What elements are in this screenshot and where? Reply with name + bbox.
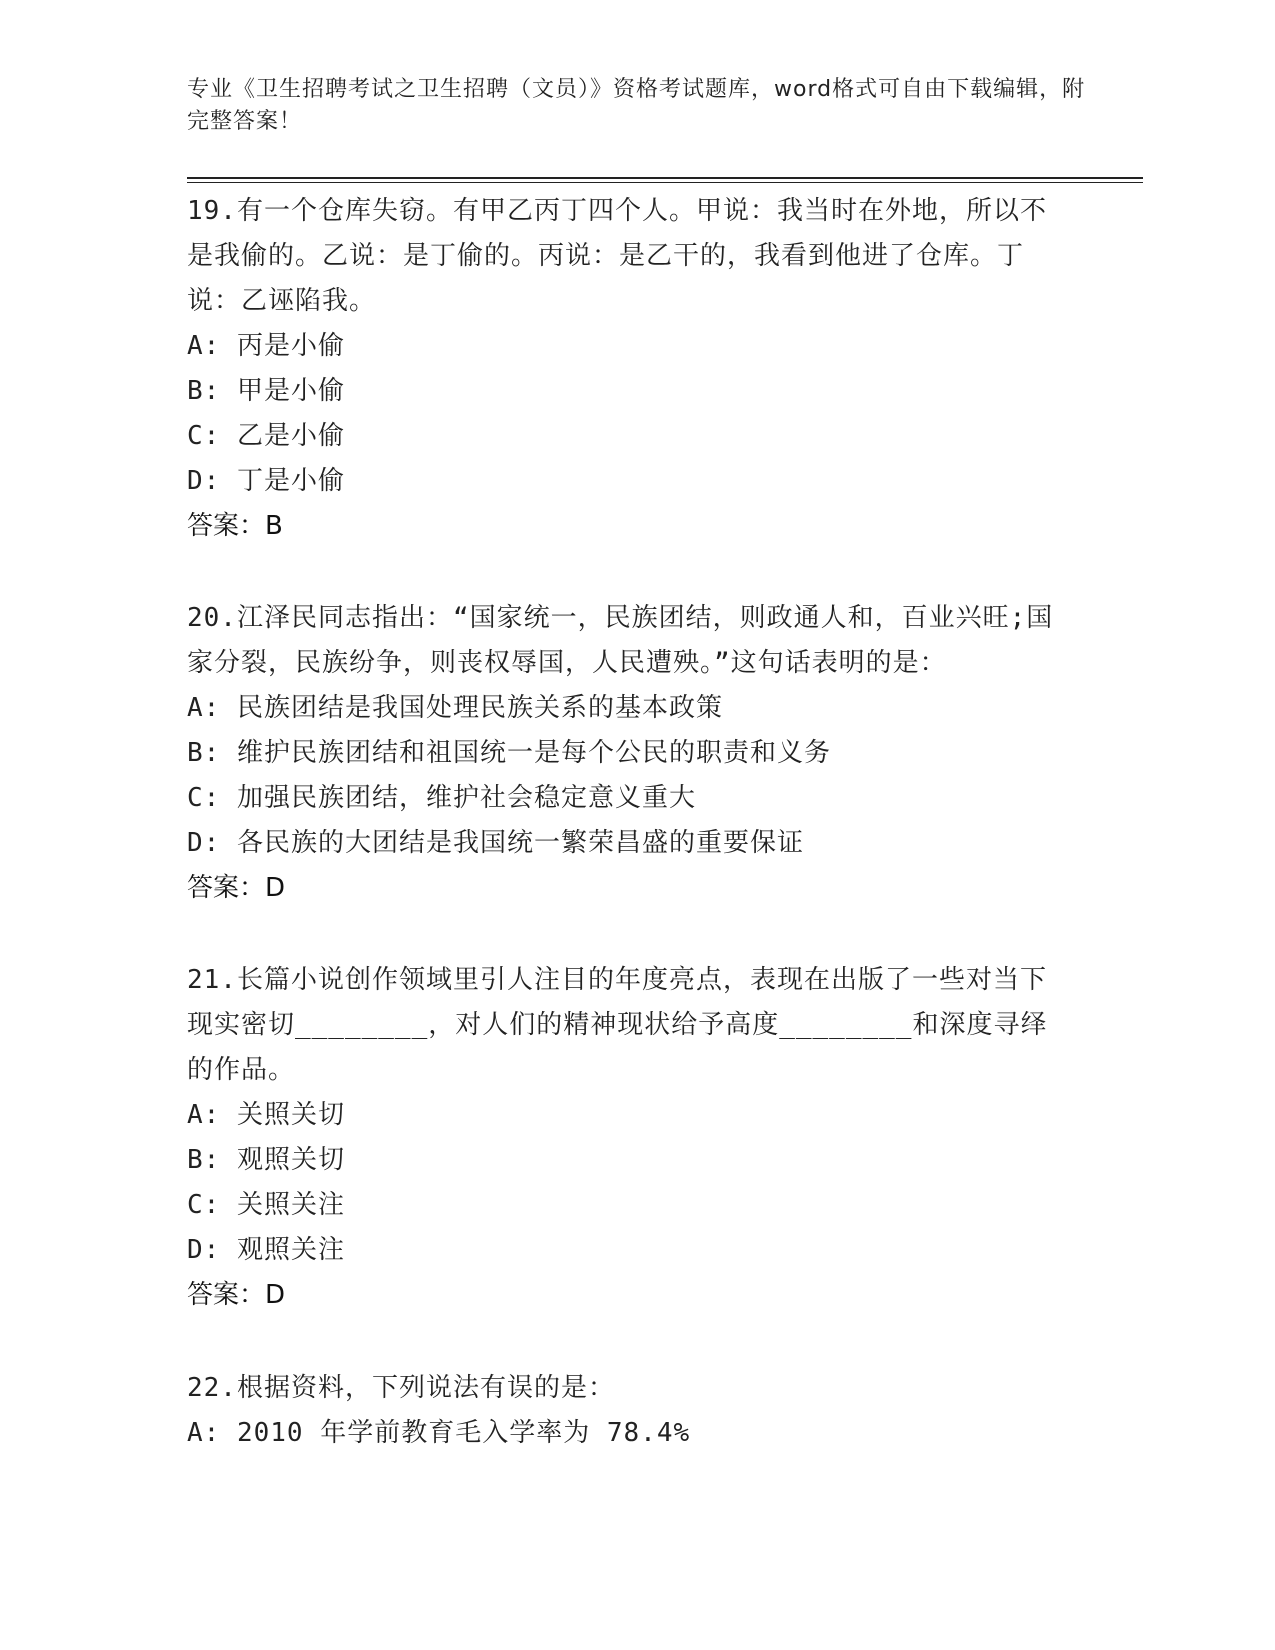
question-stem: 22.根据资料，下列说法有误的是： [187,1373,615,1403]
question-20 [187,596,1067,911]
option-b: B: 维护民族团结和祖国统一是每个公民的职责和义务 [187,738,831,768]
question-21 [187,958,1067,1318]
question-stem: 21.长篇小说创作领域里引人注目的年度亮点，表现在出版了一些对当下现实密切________，对人们的精神现状给予高度________和深度寻绎的作品。 [187,965,1048,1085]
option-a: A: 2010 年学前教育毛入学率为 78.4% [187,1418,691,1448]
option-b: B: 甲是小偷 [187,376,345,406]
option-a: A: 关照关切 [187,1100,345,1130]
answer-line: 答案：D [187,873,286,903]
answer-line: 答案：D [187,1280,286,1310]
option-c: C: 乙是小偷 [187,421,345,451]
question-stem: 20.江泽民同志指出：“国家统一，民族团结，则政通人和，百业兴旺;国家分裂，民族纷争，则丧权辱国，人民遭殃。”这句话表明的是： [187,603,1054,678]
option-b: B: 观照关切 [187,1145,345,1175]
question-22 [187,1366,1067,1456]
option-d: D: 各民族的大团结是我国统一繁荣昌盛的重要保证 [187,828,804,858]
option-a: A: 丙是小偷 [187,331,345,361]
question-19 [187,189,1067,549]
header-divider-thin [187,182,1143,183]
answer-line: 答案：B [187,511,283,541]
header-divider-thick [187,177,1143,179]
option-a: A: 民族团结是我国处理民族关系的基本政策 [187,693,723,723]
option-c: C: 关照关注 [187,1190,345,1220]
option-d: D: 丁是小偷 [187,466,345,496]
option-c: C: 加强民族团结，维护社会稳定意义重大 [187,783,696,813]
option-d: D: 观照关注 [187,1235,345,1265]
document-header: 专业《卫生招聘考试之卫生招聘（文员）》资格考试题库，word格式可自由下载编辑，附完整答案！ [187,77,1086,134]
question-stem: 19.有一个仓库失窃。有甲乙丙丁四个人。甲说：我当时在外地，所以不是我偷的。乙说：是丁偷的。丙说：是乙干的，我看到他进了仓库。丁说：乙诬陷我。 [187,196,1047,316]
